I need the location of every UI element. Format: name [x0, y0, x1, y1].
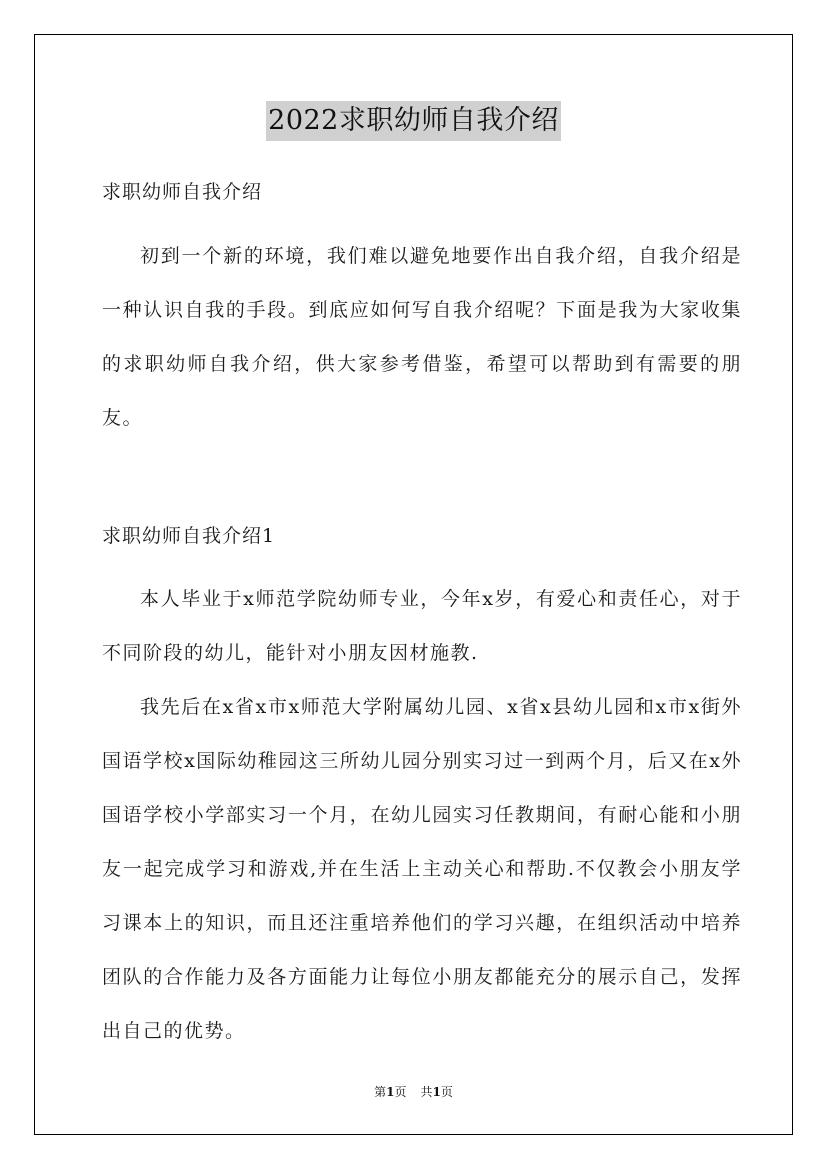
- section1-paragraph-2: 我先后在x省x市x师范大学附属幼儿园、x省x县幼儿园和x市x街外国语学校x国际幼稚园这三所幼儿园分别实习过一到两个月，后又在x外国语学校小学部实习一个月，在幼儿园实习任教期间，有耐心能和小朋友一起完成学习和游戏,并在生活上主动关心和帮助.不仅教会小朋友学习课本上的知识，而且还注重培养他们的学习兴趣，在组织活动中培养团队的合作能力及各方面能力让每位小朋友都能充分的展示自己，发挥出自己的优势。: [102, 696, 742, 1042]
- total-suffix: 页: [440, 1085, 453, 1099]
- section-heading-1: 求职幼师自我介绍1: [102, 525, 276, 547]
- page-prefix: 第: [374, 1085, 387, 1099]
- section1-paragraph-1: 本人毕业于x师范学院幼师专业，今年x岁，有爱心和责任心，对于不同阶段的幼儿，能针对小朋友因材施教.: [102, 588, 742, 664]
- total-prefix: 共: [420, 1085, 433, 1099]
- page-number: 1: [386, 1085, 395, 1099]
- page-suffix: 页: [394, 1085, 407, 1099]
- page-footer: [0, 1082, 827, 1102]
- title-container: [0, 101, 827, 141]
- main-heading: 求职幼师自我介绍: [102, 181, 263, 203]
- total-pages: 1: [432, 1085, 441, 1099]
- document-title: 2022求职幼师自我介绍: [266, 101, 561, 141]
- intro-paragraph: 初到一个新的环境，我们难以避免地要作出自我介绍，自我介绍是一种认识自我的手段。到底应如何写自我介绍呢？下面是我为大家收集的求职幼师自我介绍，供大家参考借鉴，希望可以帮助到有需要的朋友。: [102, 245, 742, 429]
- document-body: [102, 174, 742, 1058]
